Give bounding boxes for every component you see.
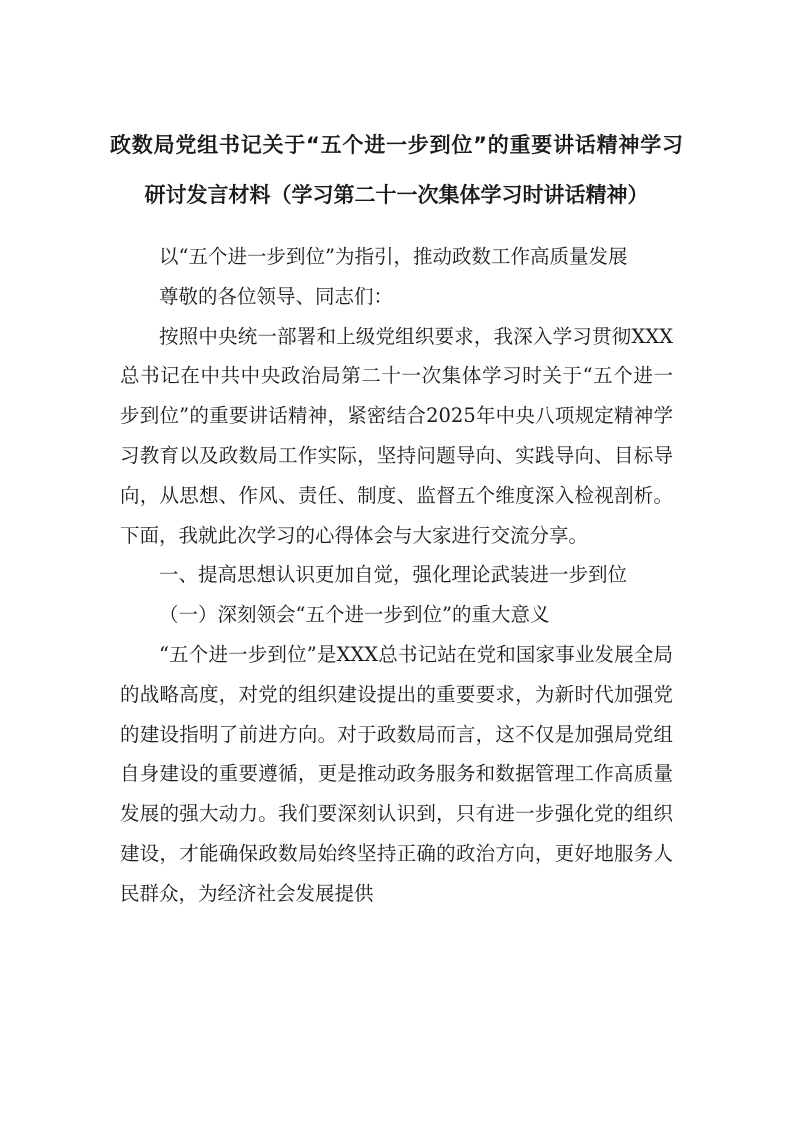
intro-paragraph: 按照中央统一部署和上级党组织要求，我深入学习贯彻XXX总书记在中共中央政治局第二十一次集体学习时关于“五个进一步到位”的重要讲话精神，紧密结合2025年中央八项规定精神学习教育以及政数局工作实际，坚持问题导向、实践导向、目标导向，从思想、作风、责任、制度、监督五个维度深入检视剖析。下面，我就此次学习的心得体会与大家进行交流分享。 bbox=[120, 324, 673, 547]
speech-heading: 以“五个进一步到位”为指引，推动政数工作高质量发展 bbox=[159, 245, 628, 268]
subsection-heading-1: （一）深刻领会“五个进一步到位”的重大意义 bbox=[159, 603, 550, 627]
document-title: 政数局党组书记关于“五个进一步到位”的重要讲话精神学习研讨发言材料（学习第二十一次集体学习时讲话精神） bbox=[110, 133, 683, 207]
body-paragraph: “五个进一步到位”是XXX总书记站在党和国家事业发展全局的战略高度，对党的组织建设提出的重要要求，为新时代加强党的建设指明了前进方向。对于政数局而言，这不仅是加强局党组自身建设的重要遵循，更是推动政务服务和数据管理工作高质量发展的强大动力。我们要深刻认识到，只有进一步强化党的组织建设，才能确保政数局始终坚持正确的政治方向，更好地服务人民群众，为经济社会发展提供 bbox=[120, 642, 673, 905]
section-heading-1: 一、提高思想认识更加自觉，强化理论武装进一步到位 bbox=[159, 563, 628, 587]
document-body bbox=[120, 237, 673, 914]
salutation: 尊敬的各位领导、同志们： bbox=[159, 284, 394, 308]
